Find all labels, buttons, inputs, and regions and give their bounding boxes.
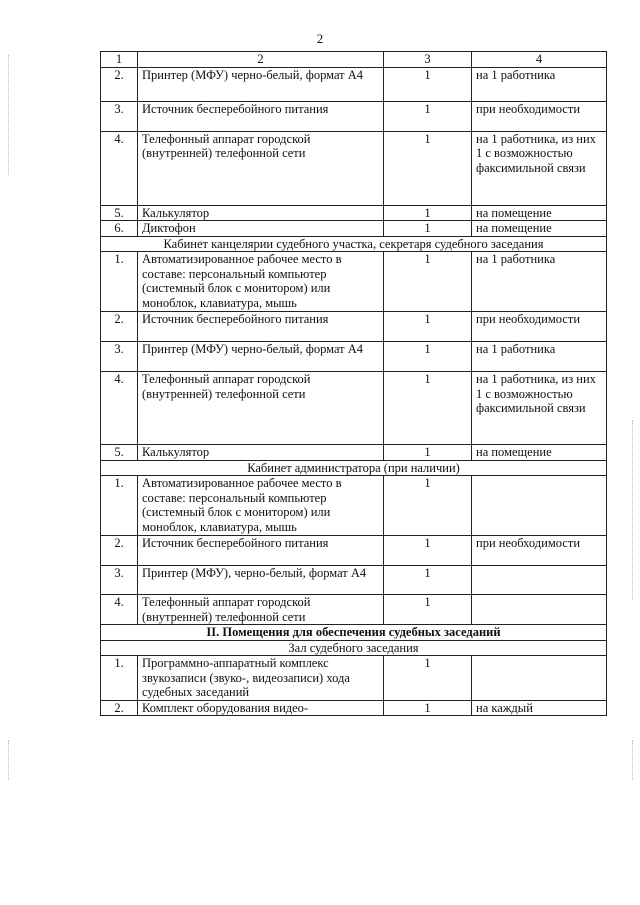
section-header-row — [101, 460, 607, 476]
table-row — [101, 445, 607, 461]
item-quantity: 1 — [384, 101, 472, 131]
item-note: при необходимости — [472, 312, 607, 342]
table-row — [101, 476, 607, 536]
item-quantity: 1 — [384, 445, 472, 461]
row-number: 3. — [101, 566, 138, 595]
item-note: на 1 работника — [472, 252, 607, 312]
row-number: 2. — [101, 536, 138, 566]
row-number: 1. — [101, 656, 138, 701]
section-title: Кабинет администратора (при наличии) — [101, 460, 607, 476]
equipment-table — [100, 51, 607, 716]
item-note: на 1 работника, из них 1 с возможностью факсимильной связи — [472, 372, 607, 445]
row-number: 1. — [101, 252, 138, 312]
scan-edge-mark — [632, 740, 634, 780]
item-name: Источник бесперебойного питания — [138, 312, 384, 342]
item-name: Источник бесперебойного питания — [138, 101, 384, 131]
row-number: 2. — [101, 312, 138, 342]
item-quantity: 1 — [384, 252, 472, 312]
item-note: на помещение — [472, 221, 607, 237]
item-note: на 1 работника — [472, 342, 607, 372]
table-row — [101, 342, 607, 372]
row-number: 2. — [101, 700, 138, 716]
table-row — [101, 566, 607, 595]
item-name: Диктофон — [138, 221, 384, 237]
item-name: Телефонный аппарат городской (внутренней) телефонной сети — [138, 595, 384, 625]
table-row — [101, 131, 607, 205]
item-note: на помещение — [472, 445, 607, 461]
section-header-row — [101, 640, 607, 656]
section-header-row — [101, 236, 607, 252]
table-row — [101, 312, 607, 342]
row-number: 3. — [101, 101, 138, 131]
item-name: Автоматизированное рабочее место в составе: персональный компьютер (системный блок с монитором) или моноблок, клавиатура, мышь — [138, 252, 384, 312]
item-quantity: 1 — [384, 342, 472, 372]
header-row — [101, 52, 607, 68]
item-name: Калькулятор — [138, 205, 384, 221]
table-row — [101, 221, 607, 237]
item-note — [472, 566, 607, 595]
item-name: Источник бесперебойного питания — [138, 536, 384, 566]
item-note: на помещение — [472, 205, 607, 221]
header-col-1: 1 — [101, 52, 138, 68]
item-quantity: 1 — [384, 700, 472, 716]
row-number: 5. — [101, 445, 138, 461]
item-note: при необходимости — [472, 536, 607, 566]
item-note: на 1 работника — [472, 67, 607, 101]
row-number: 2. — [101, 67, 138, 101]
table-row — [101, 656, 607, 701]
item-note — [472, 595, 607, 625]
item-quantity: 1 — [384, 131, 472, 205]
item-name: Автоматизированное рабочее место в составе: персональный компьютер (системный блок с монитором) или моноблок, клавиатура, мышь — [138, 476, 384, 536]
section-title: Кабинет канцелярии судебного участка, секретаря судебного заседания — [101, 236, 607, 252]
item-name: Комплект оборудования видео- — [138, 700, 384, 716]
table-row — [101, 252, 607, 312]
item-quantity: 1 — [384, 67, 472, 101]
row-number: 4. — [101, 595, 138, 625]
table-row — [101, 205, 607, 221]
scan-edge-mark — [8, 55, 10, 175]
item-quantity: 1 — [384, 476, 472, 536]
table-row — [101, 700, 607, 716]
table-row — [101, 101, 607, 131]
table-row — [101, 595, 607, 625]
scan-edge-mark — [632, 420, 634, 600]
item-note — [472, 656, 607, 701]
item-name: Калькулятор — [138, 445, 384, 461]
header-col-2: 2 — [138, 52, 384, 68]
scan-edge-mark — [8, 740, 10, 780]
table-row — [101, 536, 607, 566]
item-note — [472, 476, 607, 536]
item-name: Телефонный аппарат городской (внутренней) телефонной сети — [138, 131, 384, 205]
section-title: Зал судебного заседания — [101, 640, 607, 656]
item-note: на каждый — [472, 700, 607, 716]
item-name: Принтер (МФУ) черно-белый, формат А4 — [138, 342, 384, 372]
item-note: при необходимости — [472, 101, 607, 131]
table-row — [101, 372, 607, 445]
section-title: II. Помещения для обеспечения судебных заседаний — [101, 625, 607, 641]
row-number: 3. — [101, 342, 138, 372]
row-number: 1. — [101, 476, 138, 536]
page-number: 2 — [316, 31, 324, 46]
item-note: на 1 работника, из них 1 с возможностью факсимильной связи — [472, 131, 607, 205]
item-quantity: 1 — [384, 536, 472, 566]
item-name: Телефонный аппарат городской (внутренней) телефонной сети — [138, 372, 384, 445]
item-quantity: 1 — [384, 205, 472, 221]
item-quantity: 1 — [384, 566, 472, 595]
row-number: 6. — [101, 221, 138, 237]
table-row — [101, 67, 607, 101]
row-number: 4. — [101, 131, 138, 205]
header-col-3: 3 — [384, 52, 472, 68]
row-number: 4. — [101, 372, 138, 445]
item-quantity: 1 — [384, 595, 472, 625]
item-quantity: 1 — [384, 372, 472, 445]
item-name: Программно-аппаратный комплекс звукозаписи (звуко-, видеозаписи) хода судебных заседаний — [138, 656, 384, 701]
item-name: Принтер (МФУ) черно-белый, формат А4 — [138, 67, 384, 101]
item-quantity: 1 — [384, 221, 472, 237]
item-quantity: 1 — [384, 656, 472, 701]
item-name: Принтер (МФУ), черно-белый, формат А4 — [138, 566, 384, 595]
header-col-4: 4 — [472, 52, 607, 68]
row-number: 5. — [101, 205, 138, 221]
section-header-row — [101, 625, 607, 641]
item-quantity: 1 — [384, 312, 472, 342]
